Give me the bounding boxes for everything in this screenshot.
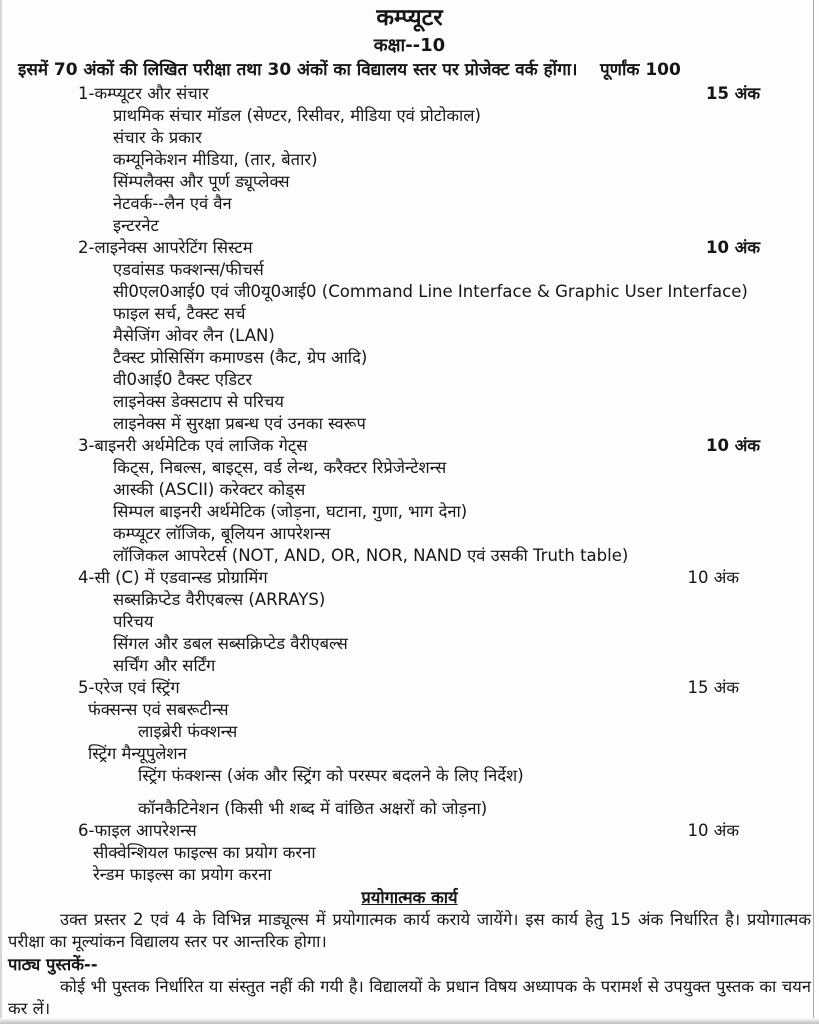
syllabus-item: सब्सक्रिप्टेड वैरीएबल्स (ARRAYS): [113, 590, 326, 609]
syllabus-item: स्ट्रिंग फंक्शन्स (अंक और स्ट्रिंग को परस्पर बदलने के लिए निर्देश): [138, 766, 524, 785]
section-1-header: [0, 83, 819, 105]
syllabus-item: परिचय: [113, 612, 154, 631]
section-3-marks: 10 अंक: [706, 436, 760, 455]
section-3-header: [0, 435, 819, 457]
textbooks-heading: पाठ्य पुस्तकें--: [8, 955, 98, 974]
section-4-title: 4-सी (C) में एडवान्स्ड प्रोग्रामिंग: [78, 568, 268, 587]
syllabus-item: सीक्वेन्शियल फाइल्स का प्रयोग करना: [93, 843, 316, 862]
section-3-title: 3-बाइनरी अर्थमेटिक एवं लाजिक गेट्स: [78, 436, 308, 455]
intro-text: इसमें 70 अंकों की लिखित परीक्षा तथा 30 अंकों का विद्यालय स्तर पर प्रोजेक्ट वर्क होंगा।: [18, 60, 578, 80]
section-5-header: [0, 677, 819, 699]
syllabus-item: कॉनकैटिनेशन (किसी भी शब्द में वांछित अक्षरों को जोड़ना): [138, 799, 488, 818]
syllabus-item: सी0एल0आई0 एवं जी0यू0आई0 (Command Line Interface & Graphic User Interface): [113, 282, 748, 301]
scan-edge-bottom: [0, 1018, 819, 1024]
section-2-marks: 10 अंक: [706, 238, 760, 257]
syllabus-item: लॉजिकल आपरेटर्स (NOT, AND, OR, NOR, NAND एवं उसकी Truth table): [113, 546, 629, 565]
practical-heading: [0, 886, 819, 909]
syllabus-item: नेटवर्क--लैन एवं वैन: [113, 194, 232, 213]
syllabus-item: सिम्पल बाइनरी अर्थमेटिक (जोड़ना, घटाना, गुणा, भाग देना): [113, 502, 468, 521]
syllabus-item: सिंगल और डबल सब्सक्रिप्टेड वैरीएबल्स: [113, 634, 348, 653]
section-1-marks: 15 अंक: [706, 84, 760, 103]
textbooks-paragraph: कोई भी पुस्तक निर्धारित या संस्तुत नहीं की गयी है। विद्यालयों के प्रधान विषय अध्यापक के परामर्श से उपयुक्त पुस्तक का चयन कर लें।: [8, 977, 811, 1018]
total-marks: पूर्णांक 100: [600, 60, 681, 80]
section-2-header: [0, 237, 819, 259]
practical-heading-text: प्रयोगात्मक कार्य: [361, 888, 458, 907]
section-1-title: 1-कम्प्यूटर और संचार: [78, 84, 209, 103]
section-5-title: 5-एरेज एवं स्ट्रिंग: [78, 678, 180, 697]
syllabus-item: किट्स, निबल्स, बाइट्स, वर्ड लेन्थ, करैक्टर रिप्रेजेन्टेशन्स: [113, 458, 447, 477]
section-5-marks: 15 अंक: [687, 678, 739, 697]
doc-subtitle: कक्षा--10: [373, 35, 446, 56]
syllabus-item: कम्प्यूटर लॉजिक, बूलियन आपरेशन्स: [113, 524, 331, 543]
section-6-marks: 10 अंक: [687, 821, 739, 840]
doc-title: कम्प्यूटर: [376, 5, 443, 31]
section-4-header: [0, 567, 819, 589]
syllabus-item: लाइनेक्स डेक्सटाप से परिचय: [113, 392, 284, 411]
syllabus-item: वी0आई0 टैक्स्ट एडिटर: [113, 370, 253, 389]
section-4-marks: 10 अंक: [687, 568, 739, 587]
syllabus-item: संचार के प्रकार: [113, 128, 202, 147]
syllabus-item: कम्यूनिकेशन मीडिया, (तार, बेतार): [113, 150, 318, 169]
syllabus-item: लाइब्रेरी फंक्शन्स: [138, 722, 238, 741]
syllabus-item: रेन्डम फाइल्स का प्रयोग करना: [93, 865, 272, 884]
syllabus-item: इन्टरनेट: [113, 216, 159, 235]
practical-paragraph: उक्त प्रस्तर 2 एवं 4 के विभिन्न माड्यूल्स में प्रयोगात्मक कार्य कराये जायेंगे। इस कार्य हेतु 15 अंक निर्धारित है। प्रयोगात्मक परीक्षा का मूल्यांकन विद्यालय स्तर पर आन्तरिक होगा।: [8, 910, 811, 951]
syllabus-item: टैक्स्ट प्रोसिसिंग कमाण्डस (कैट, ग्रेप आदि): [113, 348, 368, 367]
section-2-title: 2-लाइनेक्स आपरेटिंग सिस्टम: [78, 238, 253, 257]
syllabus-item: लाइनेक्स में सुरक्षा प्रबन्ध एवं उनका स्वरूप: [113, 414, 366, 433]
syllabus-item: फंक्सन्स एवं सबरूटीन्स: [88, 700, 229, 719]
syllabus-item: सर्चिंग और सर्टिंग: [113, 656, 216, 675]
section-6-title: 6-फाइल आपरेशन्स: [78, 821, 197, 840]
blank-line: [0, 787, 819, 798]
syllabus-item: एडवांसड फक्शन्स/फीचर्स: [113, 260, 264, 279]
syllabus-item: प्राथमिक संचार मॉडल (सेण्टर, रिसीवर, मीडिया एवं प्रोटोकाल): [113, 106, 481, 125]
syllabus-item: स्ट्रिंग मैन्यूपुलेशन: [88, 744, 187, 763]
syllabus-item: मैसेजिंग ओवर लैन (LAN): [113, 326, 275, 345]
syllabus-item: फाइल सर्च, टैक्स्ट सर्च: [113, 304, 246, 323]
section-6-header: [0, 820, 819, 842]
syllabus-item: आस्की (ASCII) करेक्टर कोड्स: [113, 480, 306, 499]
syllabus-item: सिंम्पलैक्स और पूर्ण ड्यूप्लेक्स: [113, 172, 290, 191]
intro-row: [0, 57, 819, 83]
